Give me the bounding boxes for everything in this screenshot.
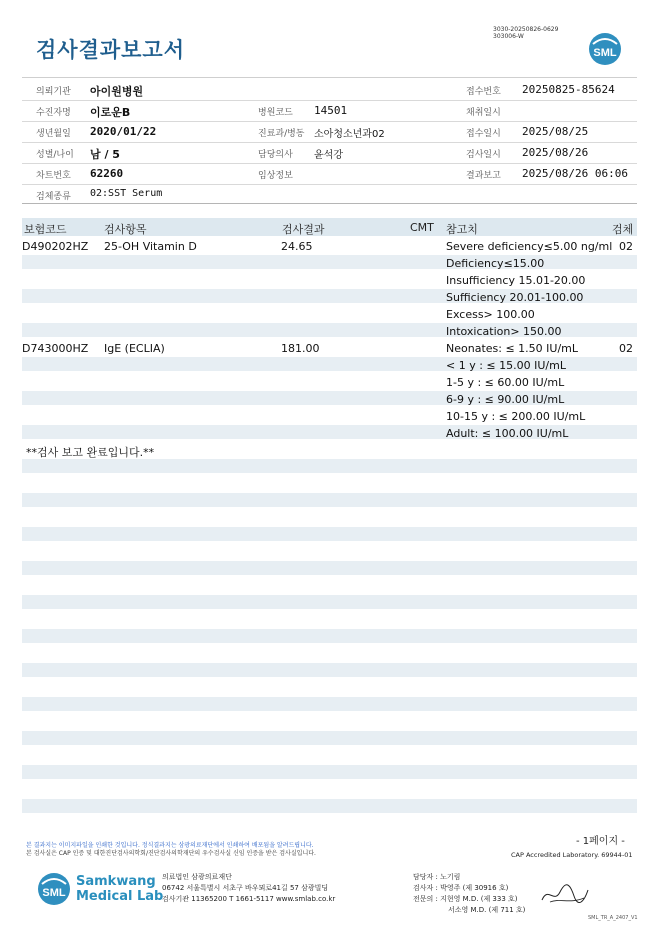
header-test-item: 검사항목	[104, 223, 147, 236]
table-stripe	[22, 697, 637, 711]
header-insurance-code: 보험코드	[24, 223, 67, 236]
row-reference: Intoxication> 150.00	[446, 325, 562, 338]
info-row-2	[22, 100, 637, 122]
staff-in-charge: 담당자 : 노기림	[413, 873, 461, 881]
row-reference: 6-9 y : ≤ 90.00 IU/mL	[446, 393, 565, 406]
label-receipt-date: 접수일시	[466, 129, 501, 139]
label-department: 진료과/병동	[258, 129, 305, 139]
org-name: 의료법인 삼광의료재단	[162, 873, 232, 881]
row-test-item: 25-OH Vitamin D	[104, 240, 197, 253]
label-physician: 담당의사	[258, 150, 293, 160]
header-test-result: 검사결과	[282, 223, 325, 236]
header-specimen: 검체	[612, 223, 634, 236]
info-divider	[22, 203, 637, 204]
label-result-report: 결과보고	[466, 171, 501, 181]
label-sex-age: 성별/나이	[36, 150, 74, 160]
row-reference: Neonates: ≤ 1.50 IU/mL	[446, 342, 578, 355]
row-specimen: 02	[619, 342, 633, 355]
row-insurance-code: D490202HZ	[22, 240, 89, 253]
organization-info	[162, 872, 335, 905]
value-receipt-date: 2025/08/25	[522, 125, 589, 138]
value-specimen-type: 02:SST Serum	[90, 188, 163, 199]
value-receipt-number: 20250825-85624	[522, 83, 615, 96]
cap-accreditation: CAP Accredited Laboratory. 69944-01	[511, 851, 633, 859]
table-stripe	[22, 527, 637, 541]
row-reference: 1-5 y : ≤ 60.00 IU/mL	[446, 376, 565, 389]
value-patient-name: 이로운B	[90, 106, 131, 119]
info-row-3	[22, 121, 637, 143]
header-reference: 참고치	[446, 223, 478, 236]
document-code-line-1: 3030-20250826-0629	[493, 26, 559, 33]
page-indicator: - 1페이지 -	[576, 836, 625, 847]
value-physician: 윤석강	[314, 150, 343, 161]
brand-name-line-2: Medical Lab	[76, 889, 164, 904]
row-reference: Adult: ≤ 100.00 IU/mL	[446, 427, 569, 440]
table-stripe	[22, 493, 637, 507]
table-stripe	[22, 255, 637, 269]
row-test-result: 24.65	[281, 240, 313, 253]
value-hospital-code: 14501	[314, 104, 348, 117]
footer-notice-line-1: 본 결과지는 이미지파일을 인쇄한 것입니다. 정식결과지는 삼광의료재단에서 인쇄하여 배포됨을 알려드립니다.	[26, 842, 314, 849]
row-reference: Insufficiency 15.01-20.00	[446, 274, 586, 287]
header-divider	[22, 77, 637, 78]
label-receipt-number: 접수번호	[466, 87, 501, 97]
label-hospital-code: 병원코드	[258, 108, 293, 118]
value-birth-date: 2020/01/22	[90, 125, 157, 138]
document-code-line-2: 303006-W	[493, 33, 524, 40]
footer-logo-text: SML	[42, 887, 66, 899]
value-department: 소아청소년과02	[314, 129, 385, 140]
staff-specialist-2: 서소영 M.D. (제 711 호)	[448, 906, 526, 914]
label-birth-date: 생년월일	[36, 129, 71, 139]
label-test-date: 검사일시	[466, 150, 501, 160]
row-reference: Deficiency≤15.00	[446, 257, 545, 270]
table-stripe	[22, 629, 637, 643]
info-row-6	[22, 184, 637, 205]
brand-name	[76, 874, 163, 904]
samkwang-logo-icon	[36, 872, 72, 906]
row-specimen: 02	[619, 240, 633, 253]
row-insurance-code: D743000HZ	[22, 342, 89, 355]
staff-examiner: 검사자 : 박영주 (제 30916 호)	[413, 884, 509, 892]
form-code: SML_TR_A_2407_V1	[588, 915, 638, 921]
table-stripe	[22, 595, 637, 609]
row-test-item: IgE (ECLIA)	[104, 342, 165, 355]
label-patient-name: 수진자명	[36, 108, 71, 118]
results-table-header	[22, 218, 637, 236]
brand-name-line-1: Samkwang	[76, 874, 156, 889]
row-reference: Sufficiency 20.01-100.00	[446, 291, 584, 304]
table-stripe	[22, 731, 637, 745]
signature-icon	[540, 880, 590, 908]
value-result-report: 2025/08/26 06:06	[522, 167, 628, 180]
table-stripe	[22, 799, 637, 813]
label-clinical-info: 임상정보	[258, 171, 293, 181]
sml-logo-icon	[587, 32, 623, 66]
completion-message: **검사 보고 완료입니다.**	[26, 446, 155, 459]
label-collection-date: 채취일시	[466, 108, 501, 118]
label-requesting-institution: 의뢰기관	[36, 87, 71, 97]
staff-specialist-1: 전문의 : 지현영 M.D. (제 333 호)	[413, 895, 518, 903]
table-stripe	[22, 459, 637, 473]
value-test-date: 2025/08/26	[522, 146, 589, 159]
row-reference: Severe deficiency≤5.00 ng/ml	[446, 240, 613, 253]
row-reference: < 1 y : ≤ 15.00 IU/mL	[446, 359, 566, 372]
info-row-5	[22, 163, 637, 185]
page-title: 검사결과보고서	[36, 38, 186, 62]
logo-text: SML	[593, 47, 617, 59]
org-contact: 검사기관 11365200 T 1661-5117 www.smlab.co.kr	[162, 895, 336, 903]
table-stripe	[22, 561, 637, 575]
header-cmt: CMT	[410, 221, 434, 234]
table-stripe	[22, 663, 637, 677]
row-reference: 10-15 y : ≤ 200.00 IU/mL	[446, 410, 586, 423]
info-row-4	[22, 142, 637, 164]
info-row-1	[22, 79, 637, 101]
org-address: 06742 서울특별시 서초구 바우뫼로41길 57 삼광빌딩	[162, 884, 329, 892]
table-stripe	[22, 765, 637, 779]
label-chart-number: 차트번호	[36, 171, 71, 181]
value-chart-number: 62260	[90, 167, 124, 180]
staff-info	[413, 872, 525, 916]
footer-notice-line-2: 본 검사실은 CAP 인증 및 대한진단검사의학회/진단검사의학재단의 우수검사실 신임 인증을 받은 검사실입니다.	[26, 850, 316, 857]
row-test-result: 181.00	[281, 342, 320, 355]
document-code	[493, 26, 558, 40]
row-reference: Excess> 100.00	[446, 308, 535, 321]
label-specimen-type: 검체종류	[36, 192, 71, 202]
value-requesting-institution: 아이원병원	[90, 85, 144, 98]
value-sex-age: 남 / 5	[90, 148, 120, 161]
